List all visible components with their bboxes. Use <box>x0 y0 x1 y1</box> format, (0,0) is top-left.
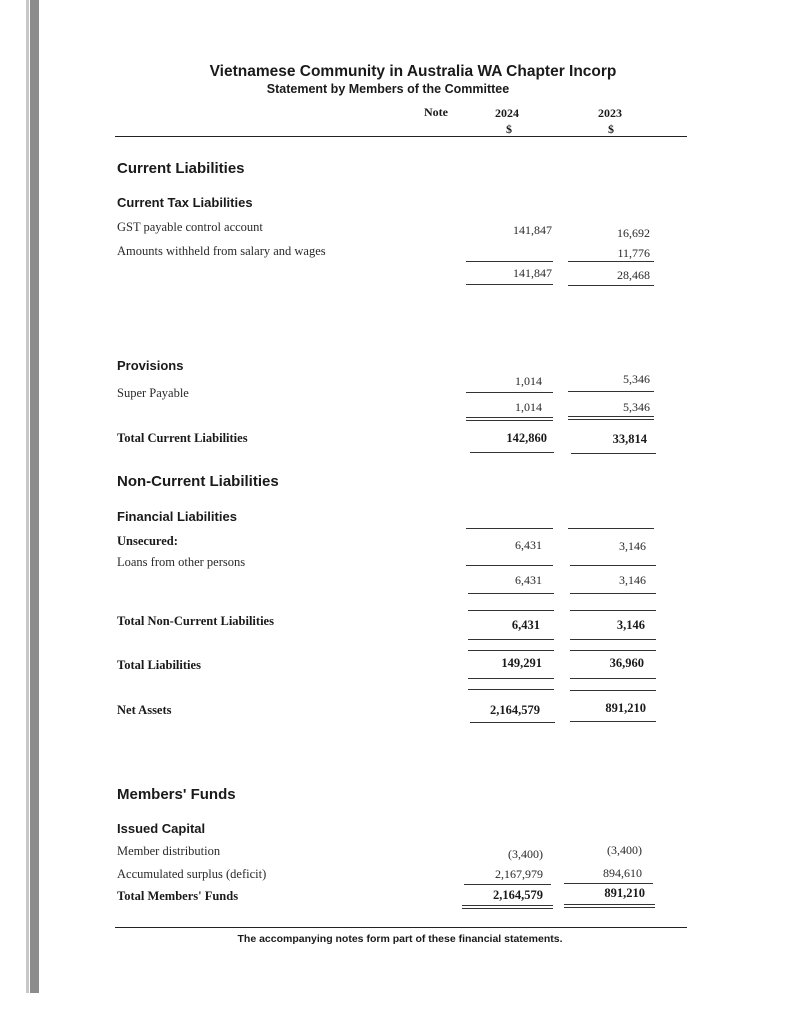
total-2024-non-current-liabilities: 6,431 <box>511 618 540 632</box>
total-2023-members-funds: 891,210 <box>604 886 645 900</box>
financial-top-rule-2023 <box>568 528 654 529</box>
subheading-current-tax-liabilities: Current Tax Liabilities <box>117 195 253 210</box>
total-liabilities-bottom-rule-2023 <box>570 678 656 679</box>
financial-bottom-rule-2024 <box>468 593 554 594</box>
value-2024-super-payable: 1,014 <box>515 374 542 388</box>
financial-top-rule-2024 <box>466 528 553 529</box>
section-heading-non-current-liabilities: Non-Current Liabilities <box>117 473 279 490</box>
total-liabilities-top-rule-2023 <box>570 650 656 651</box>
members-funds-double-rule-a-2023 <box>564 904 655 905</box>
value-2023-gst-payable: 16,692 <box>617 226 650 240</box>
value-2024-gst-payable: 141,847 <box>513 223 552 237</box>
value-2024-member-distribution: (3,400) <box>508 847 543 861</box>
page-binding-edge-light <box>26 0 29 993</box>
row-label-total-liabilities: Total Liabilities <box>117 658 201 672</box>
total-2024-current-liabilities: 142,860 <box>506 431 547 445</box>
subtotal-2023-tax-liabilities: 28,468 <box>617 268 650 282</box>
document-subtitle: Statement by Members of the Committee <box>266 82 510 96</box>
row-label-total-non-current-liabilities: Total Non-Current Liabilities <box>117 614 274 628</box>
total-current-underline-2023 <box>571 453 656 454</box>
total-noncurrent-bottom-rule-2024 <box>468 639 554 640</box>
value-2023-member-distribution: (3,400) <box>607 843 642 857</box>
financial-bottom-rule-2023 <box>570 593 656 594</box>
value-2023-super-payable: 5,346 <box>623 372 650 386</box>
row-label-amounts-withheld: Amounts withheld from salary and wages <box>117 244 326 258</box>
row-label-super-payable: Super Payable <box>117 386 189 400</box>
row-label-loans-from-other-persons: Loans from other persons <box>117 555 246 569</box>
subtotal-2023-financial: 3,146 <box>619 573 646 587</box>
net-assets-bottom-rule-2024 <box>470 722 555 723</box>
total-2023-current-liabilities: 33,814 <box>612 432 647 446</box>
row-label-net-assets: Net Assets <box>117 703 172 717</box>
total-2024-members-funds: 2,164,579 <box>493 888 543 902</box>
value-2023-loans: 3,146 <box>619 539 646 553</box>
subtotal-2024-financial: 6,431 <box>515 573 542 587</box>
provisions-double-rule-b-2023 <box>568 419 654 420</box>
row-label-accumulated-surplus: Accumulated surplus (deficit) <box>117 867 267 881</box>
net-assets-top-rule-2024 <box>468 689 554 690</box>
subtotal-2023-provisions: 5,346 <box>623 400 650 414</box>
net-assets-2024: 2,164,579 <box>490 703 540 717</box>
footer-rule <box>115 927 687 928</box>
provisions-double-rule-a-2024 <box>466 417 553 418</box>
column-header-note: Note <box>424 105 448 119</box>
members-funds-double-rule-b-2023 <box>564 907 655 908</box>
total-liabilities-bottom-rule-2024 <box>468 678 554 679</box>
page-binding-edge <box>30 0 39 993</box>
value-2024-loans: 6,431 <box>515 538 542 552</box>
column-header-2024: 2024 <box>495 106 519 120</box>
total-2023-non-current-liabilities: 3,146 <box>616 618 645 632</box>
currency-2023: $ <box>608 122 614 136</box>
financial-mid-rule-2023 <box>570 565 656 566</box>
total-noncurrent-top-rule-2024 <box>468 610 554 611</box>
subtotal-rule-2024 <box>466 261 553 262</box>
value-2023-amounts-withheld: 11,776 <box>617 246 650 260</box>
provisions-rule-2024 <box>466 392 553 393</box>
subtotal-underline-2024 <box>466 284 553 285</box>
members-funds-top-rule-2023 <box>564 883 653 884</box>
total-2024-liabilities: 149,291 <box>501 656 542 670</box>
provisions-double-rule-b-2024 <box>466 420 553 421</box>
subheading-financial-liabilities: Financial Liabilities <box>117 509 237 524</box>
row-label-total-current-liabilities: Total Current Liabilities <box>117 431 248 445</box>
total-noncurrent-top-rule-2023 <box>570 610 656 611</box>
members-funds-double-rule-a-2024 <box>462 905 553 906</box>
total-current-underline-2024 <box>470 452 554 453</box>
net-assets-2023: 891,210 <box>605 701 646 715</box>
provisions-rule-2023 <box>568 391 654 392</box>
section-heading-current-liabilities: Current Liabilities <box>117 160 245 177</box>
financial-mid-rule-2024 <box>466 565 553 566</box>
net-assets-top-rule-2023 <box>570 690 656 691</box>
header-rule <box>115 136 687 137</box>
subtotal-2024-provisions: 1,014 <box>515 400 542 414</box>
subheading-provisions: Provisions <box>117 358 184 373</box>
total-liabilities-top-rule-2024 <box>468 650 554 651</box>
document-title: Vietnamese Community in Australia WA Chapter Incorp <box>209 63 617 80</box>
value-2023-accumulated-surplus: 894,610 <box>603 866 642 880</box>
subheading-issued-capital: Issued Capital <box>117 821 206 836</box>
net-assets-bottom-rule-2023 <box>570 721 656 722</box>
total-noncurrent-bottom-rule-2023 <box>570 639 656 640</box>
row-label-total-members-funds: Total Members' Funds <box>117 889 239 903</box>
value-2024-accumulated-surplus: 2,167,979 <box>495 867 543 881</box>
members-funds-double-rule-b-2024 <box>462 908 553 909</box>
footer-note: The accompanying notes form part of these financial statements. <box>237 933 563 945</box>
section-heading-members-funds: Members' Funds <box>117 786 236 803</box>
subtotal-2024-tax-liabilities: 141,847 <box>513 266 552 280</box>
members-funds-top-rule-2024 <box>464 884 551 885</box>
subtotal-rule-2023 <box>568 261 654 262</box>
row-label-member-distribution: Member distribution <box>117 844 221 858</box>
currency-2024: $ <box>506 122 512 136</box>
label-unsecured: Unsecured: <box>117 534 178 548</box>
total-2023-liabilities: 36,960 <box>609 656 644 670</box>
column-header-2023: 2023 <box>598 106 622 120</box>
subtotal-underline-2023 <box>568 285 654 286</box>
provisions-double-rule-a-2023 <box>568 416 654 417</box>
row-label-gst-payable: GST payable control account <box>117 220 263 234</box>
